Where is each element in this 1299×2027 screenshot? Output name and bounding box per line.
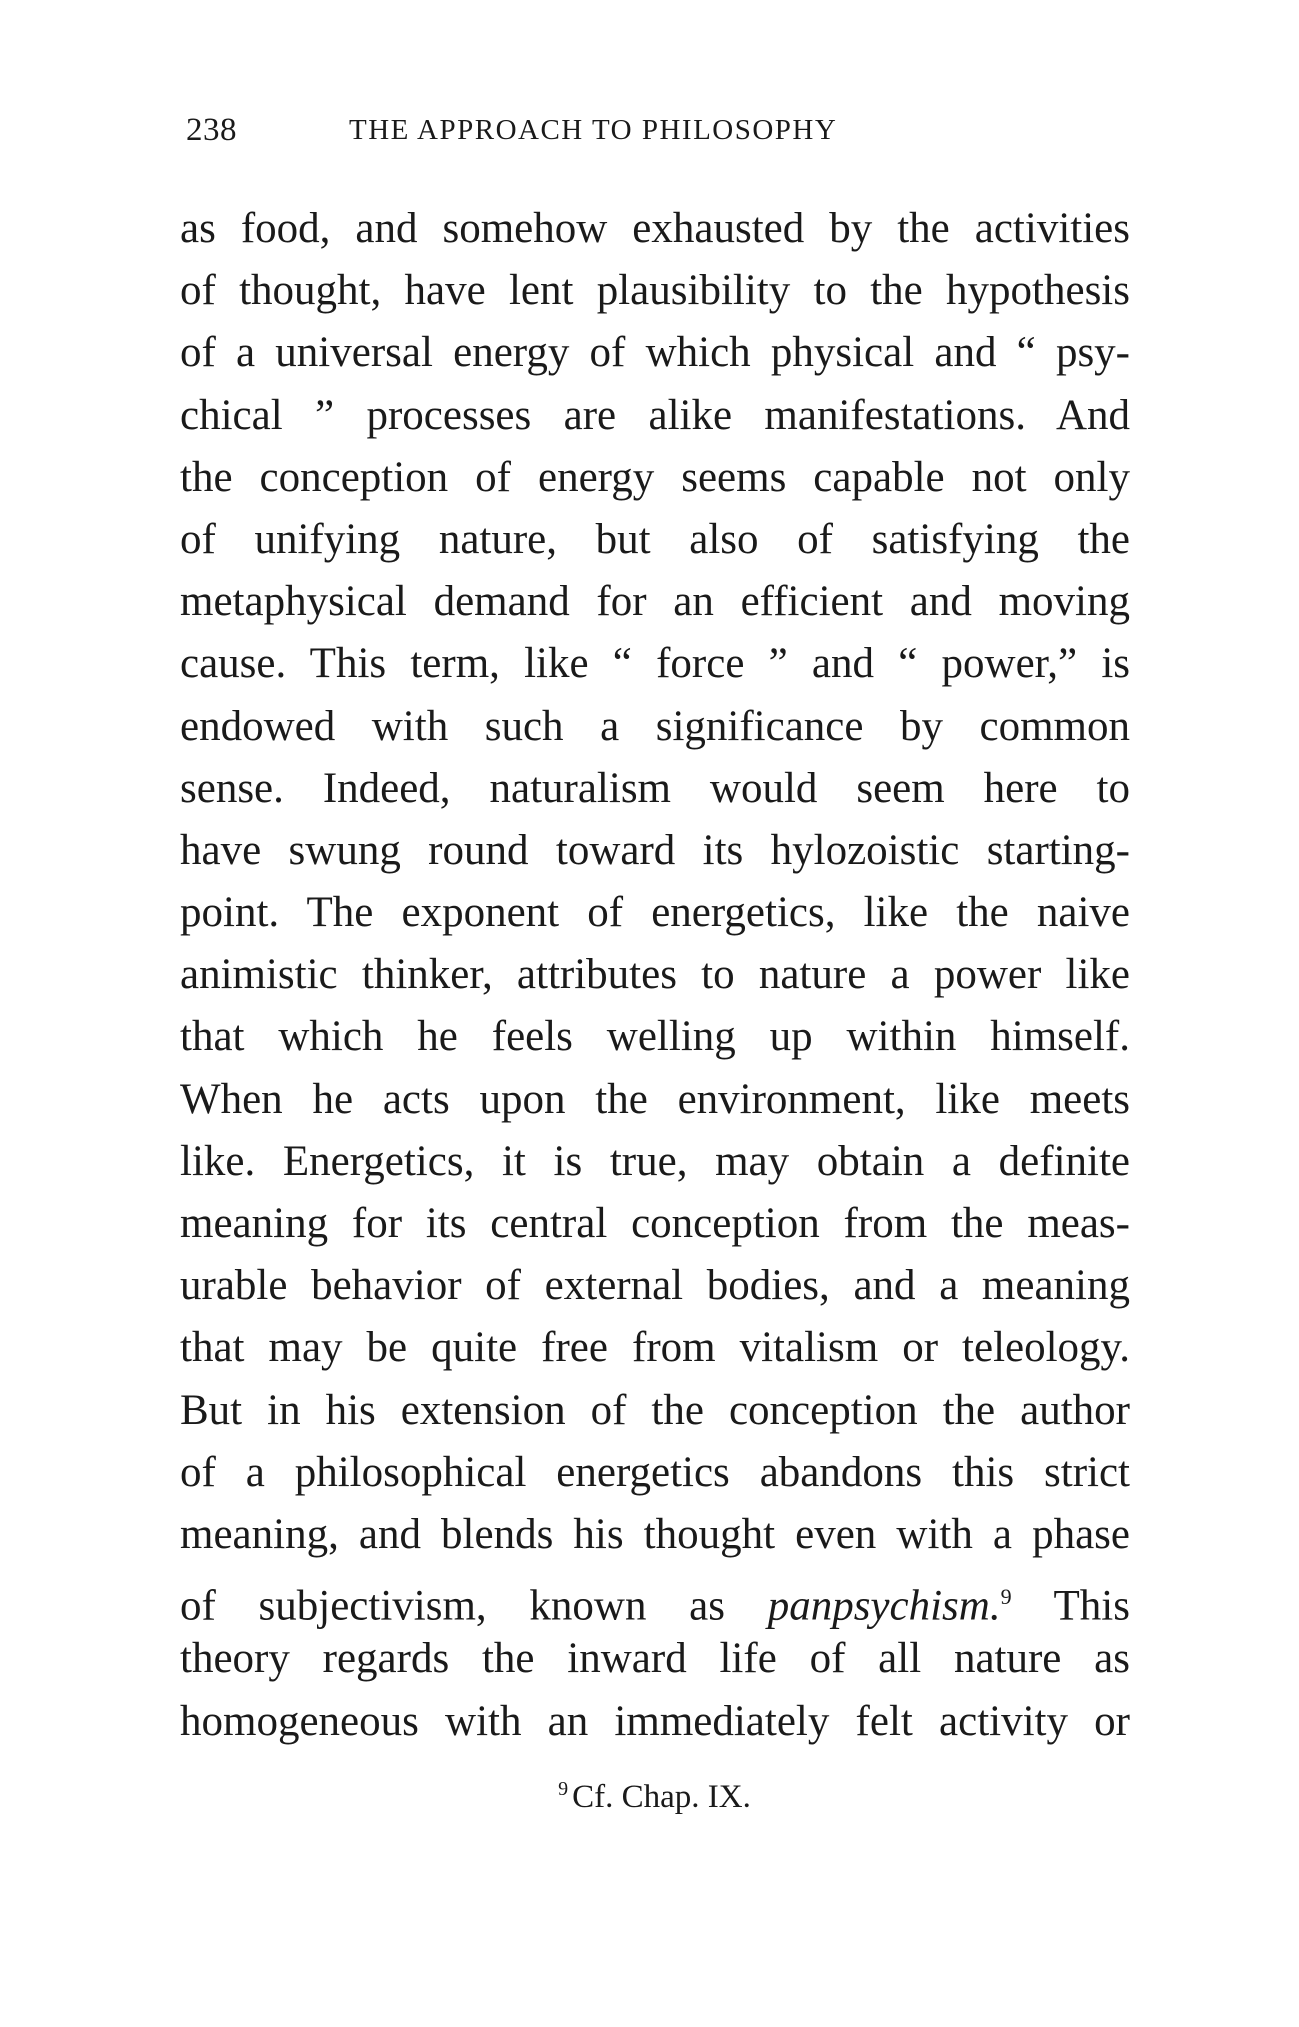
text-line: of thought, have lent plausibility to the hypothesis xyxy=(180,267,1130,315)
text-line: homogeneous with an immediately felt activity or xyxy=(180,1697,1130,1745)
text-line: meaning for its central conception from the meas- xyxy=(180,1200,1130,1247)
text-line: cause. This term, like “ force ” and “ power,” is xyxy=(180,640,1130,688)
text-line: meaning, and blends his thought even with a phase xyxy=(180,1510,1130,1558)
page-header xyxy=(186,112,1086,162)
page-number: 238 xyxy=(186,112,237,148)
text-line: of a philosophical energetics abandons this strict xyxy=(180,1448,1130,1496)
text-line: When he acts upon the environment, like meets xyxy=(180,1075,1130,1123)
text-line: endowed with such a significance by common xyxy=(180,702,1130,750)
text-line: of a universal energy of which physical and “ psy- xyxy=(180,329,1130,377)
text-line: metaphysical demand for an efficient and moving xyxy=(180,578,1130,626)
text-line: that may be quite free from vitalism or teleology. xyxy=(180,1324,1130,1372)
text-line: have swung round toward its hylozoistic starting- xyxy=(180,826,1130,874)
text-line: theory regards the inward life of all nature as xyxy=(180,1635,1130,1683)
footnote-text: Cf. Chap. IX. xyxy=(572,1779,751,1815)
line-text-after: This xyxy=(1011,1582,1130,1630)
text-line: as food, and somehow exhausted by the activities xyxy=(180,205,1130,252)
italic-term: panpsychism. xyxy=(767,1582,1001,1630)
footnote-marker: 9 xyxy=(558,1778,569,1800)
text-line: urable behavior of external bodies, and a meaning xyxy=(180,1262,1130,1310)
text-line: of unifying nature, but also of satisfying the xyxy=(180,515,1130,563)
body-text xyxy=(180,198,1130,1753)
text-line: point. The exponent of energetics, like the naive xyxy=(180,889,1130,937)
text-line-with-footnote-ref xyxy=(180,1566,1130,1628)
line-text-before: of subjectivism, known as xyxy=(180,1582,768,1630)
text-line: sense. Indeed, naturalism would seem here to xyxy=(180,764,1130,812)
text-line: chical ” processes are alike manifestations. And xyxy=(180,391,1130,439)
text-line: the conception of energy seems capable not only xyxy=(180,453,1130,501)
running-head: THE APPROACH TO PHILOSOPHY xyxy=(349,114,838,146)
text-line: But in his extension of the conception the author xyxy=(180,1386,1130,1434)
footnote xyxy=(0,1778,1299,1816)
text-line: animistic thinker, attributes to nature a power like xyxy=(180,951,1130,999)
footnote-reference: 9 xyxy=(1000,1584,1012,1610)
text-line: like. Energetics, it is true, may obtain a definite xyxy=(180,1137,1130,1185)
text-line: that which he feels welling up within himself. xyxy=(180,1013,1130,1061)
